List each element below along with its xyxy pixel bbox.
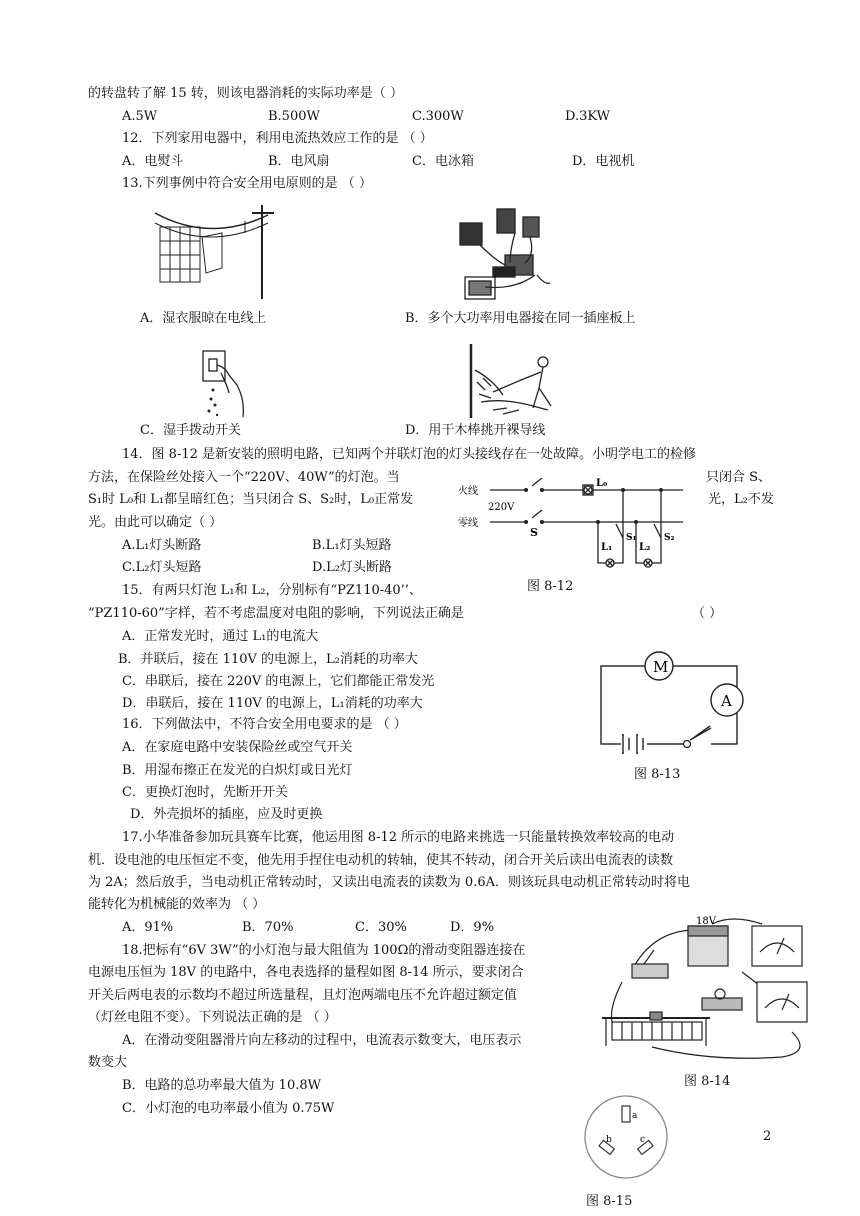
q11-stem-end: 的转盘转了解 15 转，则该电器消耗的实际功率是（ ） [88,86,403,101]
q18-stem-line4: （灯丝电阻不变）。下列说法正确的是 （ ） [88,1010,337,1025]
q13-option-d: D．用干木棒挑开裸导线 [405,423,546,438]
live-wire-label: 火线 [458,486,478,497]
q17-option-a: A．91% [122,920,174,935]
q11-option-c: C.300W [412,109,464,124]
q13-option-a: A．湿衣服晾在电线上 [140,311,267,326]
q15-option-b: B．并联后，接在 110V 的电源上，L₂消耗的功率大 [118,652,418,667]
q16-option-a: A．在家庭电路中安装保险丝或空气开关 [122,740,353,755]
q18-option-c: C．小灯泡的电功率最小值为 0.75W [122,1101,335,1116]
socket-label-a: a [632,1111,638,1121]
q13-option-b: B．多个大功率用电器接在同一插座板上 [405,311,636,326]
figure-8-14-caption: 图 8-14 [684,1074,731,1089]
ammeter-label: A [721,692,732,710]
figure-8-12-caption: 图 8-12 [527,579,574,594]
figure-8-15-socket [582,1092,670,1182]
wet-clothes-on-wire-figure [150,203,280,303]
q18-stem-line1: 18.把标有“6V 3W”的小灯泡与最大阻值为 100Ω的滑动变阻器连接在 [122,943,526,958]
voltage-label: 220V [488,502,515,513]
q18-option-b: B．电路的总功率最大值为 10.8W [122,1078,321,1093]
q17-stem-line1: 17.小华准备参加玩具赛车比赛，他运用图 8-12 所示的电路来挑选一只能量转换效率较高的电动 [122,830,675,845]
figure-8-13-circuit [595,648,755,756]
wet-hand-switch-figure [195,345,255,420]
page-number: 2 [763,1129,772,1144]
socket-label-b: b [606,1135,612,1145]
q12-option-d: D．电视机 [572,154,635,169]
switch-s2-label: S₂ [664,533,675,543]
q14-option-d: D.L₂灯头断路 [312,560,392,575]
q14-option-a: A.L₁灯头断路 [122,538,202,553]
socket-slot-a [622,1106,630,1122]
q12-option-a: A．电熨斗 [122,154,184,169]
q18-stem-line3: 开关后两电表的示数均不超过所选量程，且灯泡两端电压不允许超过额定值 [88,988,518,1003]
q17-stem-line2: 机．设电池的电压恒定不变，他先用手捏住电动机的转轴，使其不转动，闭合开关后读出电流表的读数 [88,853,674,868]
q15-option-d: D．串联后，接在 110V 的电源上，L₁消耗的功率大 [122,696,423,711]
overloaded-power-strip-figure [455,205,560,305]
q17-stem-line3: 为 2A；然后放手，当电动机正常转动时，又读出电流表的读数为 0.6A．则该玩具电动机正常转动时将电 [88,875,690,890]
q14-stem-line1: 14．图 8-12 是新安装的照明电路，已知两个并联灯泡的灯头接线存在一处故障。小明学电工的检修 [122,447,697,462]
q14-option-c: C.L₂灯头短路 [122,560,202,575]
q14-stem-line2: 方法，在保险丝处接入一个“220V、40W”的灯泡。当 [88,470,400,485]
q16-option-c: C．更换灯泡时，先断开开关 [122,785,288,800]
q18-option-a-line1: A．在滑动变阻器滑片向左移动的过程中，电流表示数变大，电压表示 [122,1033,522,1048]
lamp-l1-label: L₁ [601,542,613,553]
q17-option-c: C．30% [355,920,407,935]
figure-8-15-caption: 图 8-15 [586,1194,633,1209]
q17-option-d: D．9% [450,920,495,935]
q12-option-c: C．电冰箱 [412,154,474,169]
q14-stem-line3: S₁时 L₀和 L₁都呈暗红色；当只闭合 S、S₂时，L₀正常发 [88,492,414,507]
q18-stem-line2: 电源电压恒为 18V 的电路中，各电表选择的量程如图 8-14 所示，要求闭合 [88,965,524,980]
neutral-wire-label: 零线 [458,518,478,529]
q11-option-b: B.500W [268,109,320,124]
switch-s1-label: S₁ [626,533,637,543]
q14-option-b: B.L₁灯头短路 [312,538,392,553]
q13-stem: 13.下列事例中符合安全用电原则的是 （ ） [122,176,372,191]
q15-stem-line2-right: （ ） [692,606,723,621]
q16-stem: 16．下列做法中，不符合安全用电要求的是 （ ） [122,717,407,732]
figure-8-14-apparatus [592,912,847,1062]
q16-option-b: B．用湿布擦正在发光的白炽灯或日光灯 [122,763,353,778]
battery-voltage-label: 18V [696,916,716,927]
q13-option-c: C．湿手拨动开关 [140,423,241,438]
figure-8-12-circuit [458,478,706,576]
q15-stem-line1: 15．有两只灯泡 L₁和 L₂，分别标有“PZ110-40’’、 [122,583,422,598]
q15-option-c: C．串联后，接在 220V 的电源上，它们都能正常发光 [122,674,435,689]
q14-stem-line4: 光。由此可以确定（ ） [88,515,223,530]
q15-option-a: A．正常发光时，通过 L₁的电流大 [122,629,319,644]
q17-option-b: B．70% [242,920,294,935]
q18-option-a-line2: 数变大 [88,1055,128,1070]
q11-option-d: D.3KW [565,109,610,124]
q17-stem-line4: 能转化为机械能的效率为 （ ） [88,897,266,912]
q12-option-b: B．电风扇 [268,154,330,169]
switch-s-label: S [530,526,538,539]
motor-label: M [653,658,669,676]
q15-stem-line2: “PZ110-60”字样，若不考虑温度对电阻的影响，下列说法正确是 [88,606,464,621]
q11-option-a: A.5W [122,109,158,124]
lamp-l0-label: L₀ [596,478,608,489]
q14-stem-line2-right: 只闭合 S、 [706,470,772,485]
q16-option-d: D．外壳损坏的插座，应及时更换 [130,807,323,822]
q14-stem-line3-right: 光，L₂不发 [708,492,774,507]
wooden-stick-rescue-figure [463,340,558,420]
socket-label-c: c [640,1135,646,1145]
lamp-l2-label: L₂ [639,542,651,553]
q12-stem: 12．下列家用电器中，利用电流热效应工作的是 （ ） [122,131,433,146]
figure-8-13-caption: 图 8-13 [634,767,681,782]
